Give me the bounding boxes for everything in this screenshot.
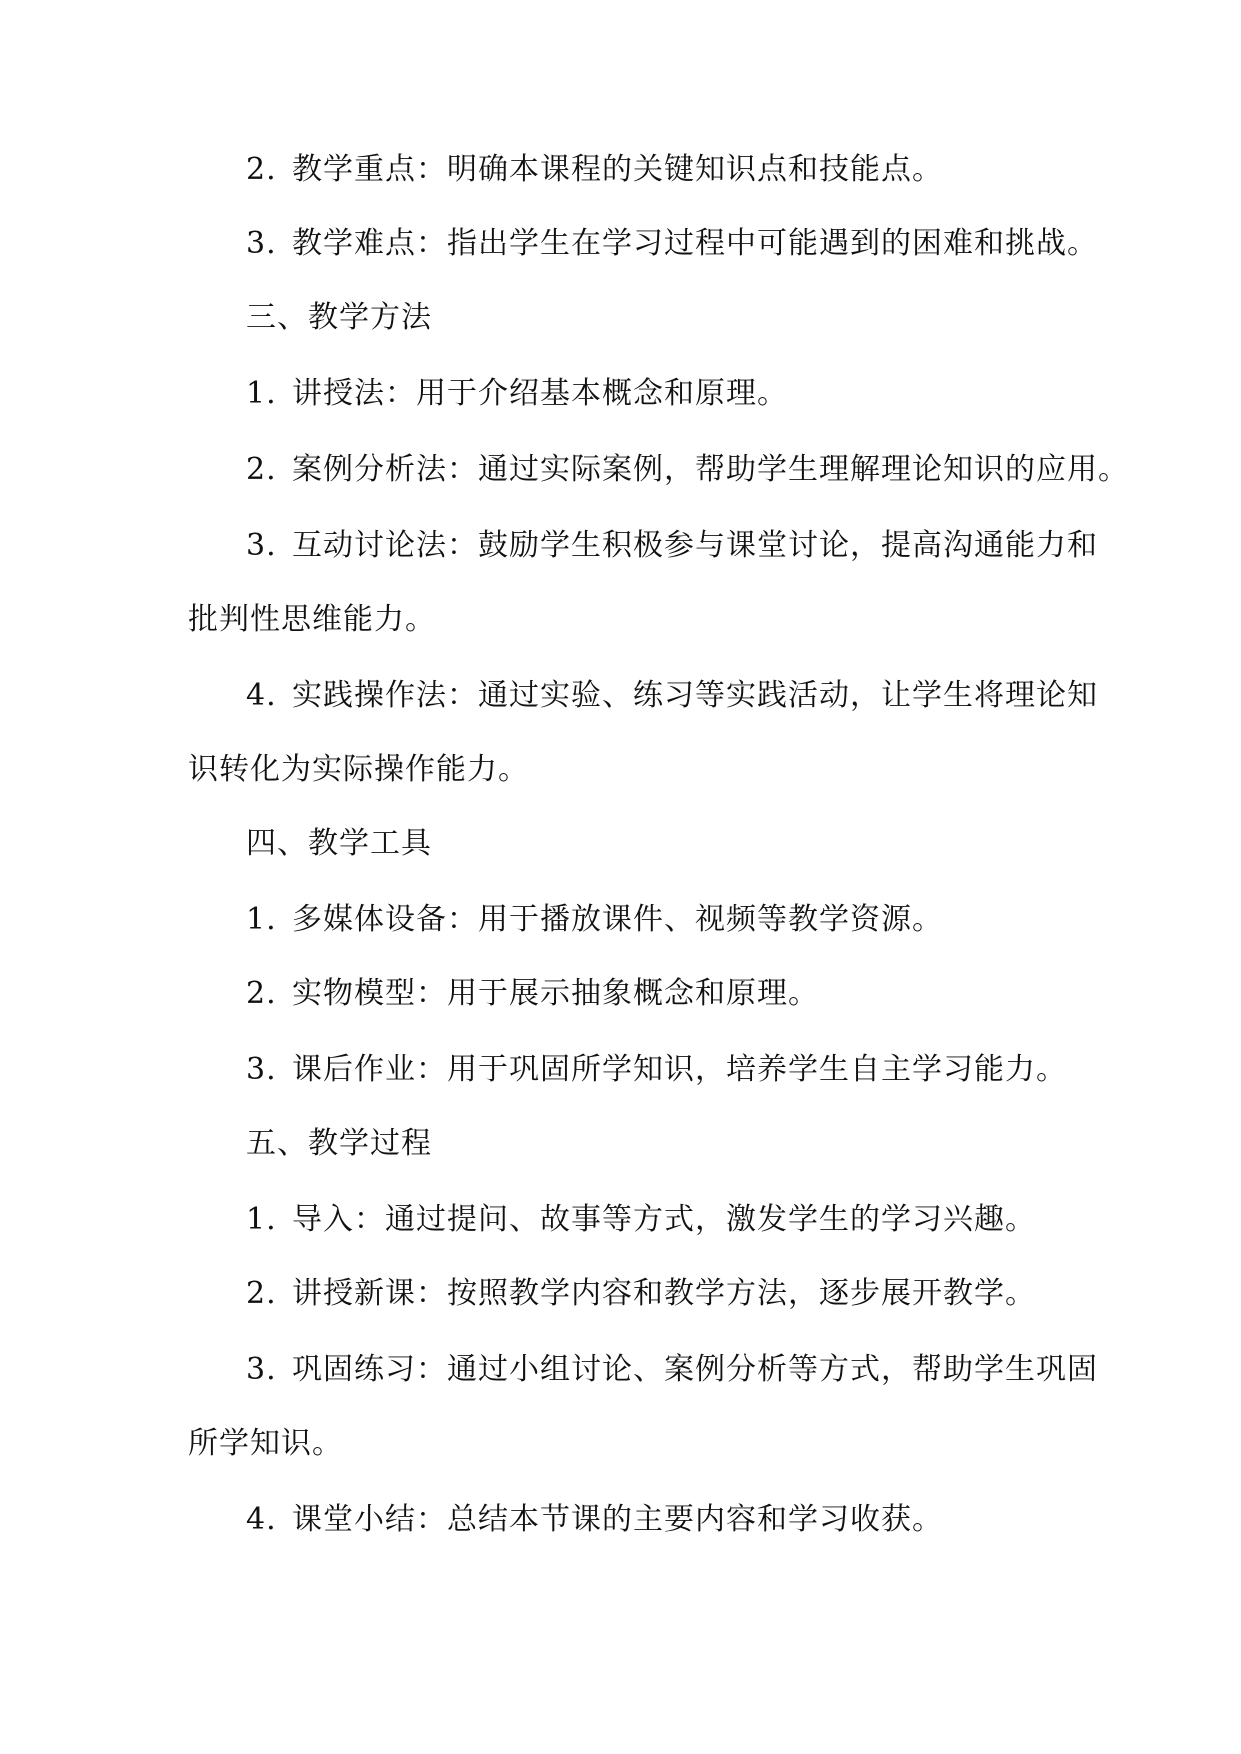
item-text: 互动讨论法：鼓励学生积极参与课堂讨论，提高沟通能力和 [292, 528, 1098, 563]
section-heading: 四、教学工具 [246, 826, 432, 861]
item-number: 1. [246, 1202, 277, 1237]
item-number: 4. [246, 678, 277, 713]
item-text: 导入：通过提问、故事等方式，激发学生的学习兴趣。 [292, 1202, 1036, 1237]
item-number: 2. [246, 152, 277, 187]
list-item [246, 676, 1098, 716]
list-item-continuation: 批判性思维能力。 [188, 602, 436, 637]
section-heading: 三、教学方法 [246, 300, 432, 335]
list-item [246, 450, 1129, 490]
item-number: 3. [246, 1352, 277, 1387]
item-text: 教学难点：指出学生在学习过程中可能遇到的困难和挑战。 [292, 226, 1098, 261]
item-text: 案例分析法：通过实际案例，帮助学生理解理论知识的应用。 [292, 452, 1129, 487]
list-item [246, 526, 1098, 566]
list-item [246, 974, 819, 1014]
item-text: 教学重点：明确本课程的关键知识点和技能点。 [292, 152, 943, 187]
item-text: 讲授新课：按照教学内容和教学方法，逐步展开教学。 [292, 1276, 1036, 1311]
list-item [246, 900, 943, 940]
list-item [246, 1200, 1036, 1240]
item-number: 2. [246, 1276, 277, 1311]
item-number: 3. [246, 226, 277, 261]
list-item [246, 1350, 1098, 1390]
list-item [246, 150, 943, 190]
list-item [246, 224, 1098, 264]
item-text: 课堂小结：总结本节课的主要内容和学习收获。 [292, 1502, 943, 1537]
list-item [246, 1050, 1067, 1090]
item-number: 2. [246, 976, 277, 1011]
item-text: 讲授法：用于介绍基本概念和原理。 [292, 376, 788, 411]
item-text: 实践操作法：通过实验、练习等实践活动，让学生将理论知 [292, 678, 1098, 713]
list-item-continuation: 识转化为实际操作能力。 [188, 752, 529, 787]
list-item [246, 374, 788, 414]
list-item [246, 1274, 1036, 1314]
item-text: 实物模型：用于展示抽象概念和原理。 [292, 976, 819, 1011]
item-number: 3. [246, 528, 277, 563]
list-item-continuation: 所学知识。 [188, 1426, 343, 1461]
item-number: 3. [246, 1052, 277, 1087]
item-text: 巩固练习：通过小组讨论、案例分析等方式，帮助学生巩固 [292, 1352, 1098, 1387]
item-number: 1. [246, 902, 277, 937]
item-text: 课后作业：用于巩固所学知识，培养学生自主学习能力。 [292, 1052, 1067, 1087]
item-text: 多媒体设备：用于播放课件、视频等教学资源。 [292, 902, 943, 937]
item-number: 4. [246, 1502, 277, 1537]
list-item [246, 1500, 943, 1540]
section-heading: 五、教学过程 [246, 1126, 432, 1161]
item-number: 1. [246, 376, 277, 411]
item-number: 2. [246, 452, 277, 487]
